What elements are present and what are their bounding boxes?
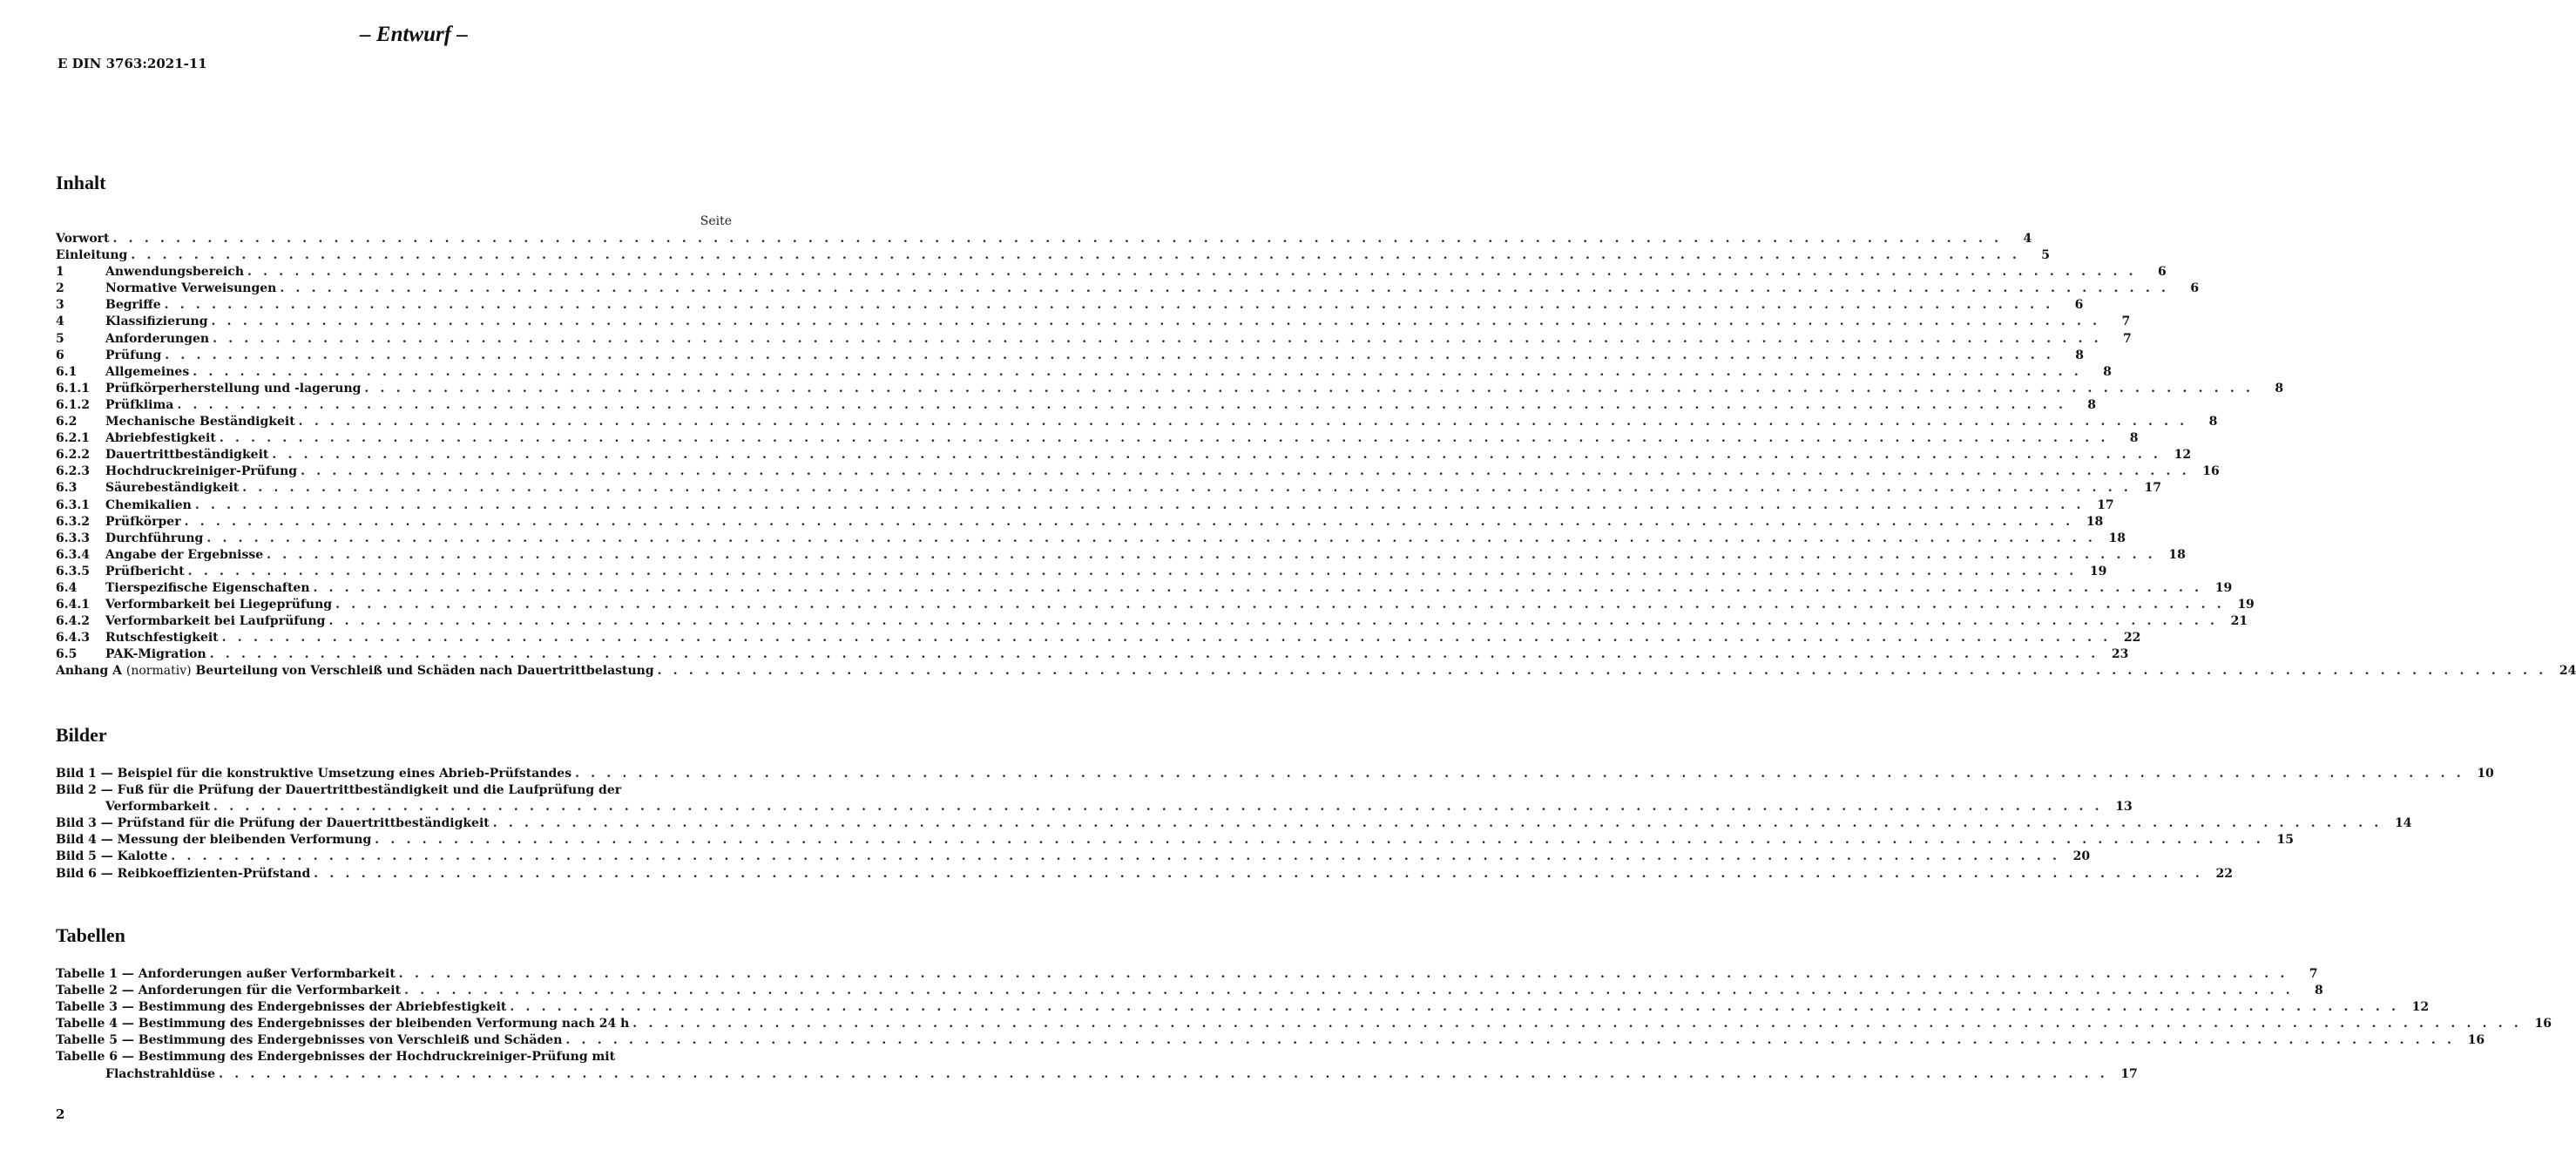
leader-dots: . . . . . . . . . . . . . . . . . . . . . . . . . . . . . . . . . . . . . . . . . . . . . . . . . . . . . . . . . . . . . . . . . . . . . . . . . . . . . . . . . . . . . . . . . . . . . . . . . . . . . . . . . . . . . . . . . . . . . . . . <box>194 497 2085 512</box>
entry-number: 6.3.1 <box>56 497 90 512</box>
entry-title: Durchführung <box>105 531 204 545</box>
entry-title: Tierspezifische Eigenschaften <box>105 580 310 595</box>
entry-title: Tabelle 4 — Bestimmung des Endergebnisses der bleibenden Verformung nach 24 h <box>56 1017 630 1031</box>
leader-dots: . . . . . . . . . . . . . . . . . . . . . . . . . . . . . . . . . . . . . . . . . . . . . . . . . . . . . . . . . . . . . . . . . . . . . . . . . . . . . . . . . . . . . . . . . . . . . . . . . . . . . . . . . . . . . . . . . . . . . . . . <box>177 397 2067 412</box>
leader-dots: . . . . . . . . . . . . . . . . . . . . . . . . . . . . . . . . . . . . . . . . . . . . . . . . . . . . . . . . . . . . . . . . . . . . . . . . . . . . . . . . . . . . . . . . . . . . . . . . . . . . . . . . . . . . . . . . . . . . . . . . <box>575 767 2464 781</box>
entry-page: 16 <box>2534 1017 2552 1031</box>
entry-title: Vorwort <box>56 232 110 246</box>
entry-title: Rutschfestigkeit <box>105 631 219 646</box>
entry-title: Hochdruckreiniger-Prüfung <box>105 464 298 479</box>
entry-number: 4 <box>56 314 64 329</box>
entry-page: 23 <box>2111 647 2129 662</box>
entry-title: Bild 4 — Messung der bleibenden Verformung <box>56 833 372 848</box>
toc-entry[interactable] <box>56 547 2186 564</box>
entry-page: 19 <box>2089 564 2107 578</box>
entry-page: 15 <box>2276 833 2294 848</box>
toc-entry[interactable] <box>56 815 2412 832</box>
entry-number: 6.1.2 <box>56 397 90 412</box>
entry-page: 19 <box>2237 598 2255 612</box>
entry-title: Begriffe <box>105 298 161 313</box>
leader-dots: . . . . . . . . . . . . . . . . . . . . . . . . . . . . . . . . . . . . . . . . . . . . . . . . . . . . . . . . . . . . . . . . . . . . . . . . . . . . . . . . . . . . . . . . . . . . . . . . . . . . . . . . . . . . . . . . . . . . . . . . <box>335 598 2225 612</box>
page-number: 2 <box>56 1106 65 1122</box>
leader-dots: . . . . . . . . . . . . . . . . . . . . . . . . . . . . . . . . . . . . . . . . . . . . . . . . . . . . . . . . . . . . . . . . . . . . . . . . . . . . . . . . . . . . . . . . . . . . . . . . . . . . . . . . . . . . . . . . . . . . . . . . <box>398 967 2289 981</box>
toc-entry[interactable] <box>56 1016 2552 1032</box>
toc-entry[interactable] <box>56 447 2192 463</box>
entry-title: Chemikalien <box>105 497 192 512</box>
entry-title: Tabelle 6 — Bestimmung des Endergebnisses der Hochdruckreiniger-Prüfung mit <box>56 1050 616 1065</box>
leader-dots: . . . . . . . . . . . . . . . . . . . . . . . . . . . . . . . . . . . . . . . . . . . . . . . . . . . . . . . . . . . . . . . . . . . . . . . . . . . . . . . . . . . . . . . . . . . . . . . . . . . . . . . . . . . . . . . . . . . . . . . . <box>209 647 2099 662</box>
leader-dots: . . . . . . . . . . . . . . . . . . . . . . . . . . . . . . . . . . . . . . . . . . . . . . . . . . . . . . . . . . . . . . . . . . . . . . . . . . . . . . . . . . . . . . . . . . . . . . . . . . . . . . . . . . . . . . . . . . . . . . . . <box>272 448 2162 463</box>
document-id: E DIN 3763:2021-11 <box>57 56 207 71</box>
entry-number: 1 <box>56 265 64 280</box>
toc-entry[interactable] <box>56 866 2233 883</box>
entry-number: 6.3.2 <box>56 514 90 529</box>
toc-entry[interactable] <box>56 597 2255 613</box>
entry-page: 6 <box>2190 281 2200 296</box>
entry-number: 6.2.1 <box>56 431 90 446</box>
entry-title: Prüfkörper <box>105 514 181 529</box>
leader-dots: . . . . . . . . . . . . . . . . . . . . . . . . . . . . . . . . . . . . . . . . . . . . . . . . . . . . . . . . . . . . . . . . . . . . . . . . . . . . . . . . . . . . . . . . . . . . . . . . . . . . . . . . . . . . . . . . . . . . . . . . <box>313 580 2203 595</box>
entry-number: 5 <box>56 331 64 346</box>
entry-number: 6.4.2 <box>56 614 90 629</box>
entry-page: 8 <box>2129 431 2139 446</box>
annex-qualifier: (normativ) <box>125 664 192 679</box>
entry-number: 3 <box>56 298 64 313</box>
toc-entry[interactable] <box>56 281 2200 297</box>
tables-heading: Tabellen <box>56 924 125 946</box>
leader-dots: . . . . . . . . . . . . . . . . . . . . . . . . . . . . . . . . . . . . . . . . . . . . . . . . . . . . . . . . . . . . . . . . . . . . . . . . . . . . . . . . . . . . . . . . . . . . . . . . . . . . . . . . . . . . . . . . . . . . . . . . <box>187 564 2078 578</box>
entry-title: Verformbarkeit bei Liegeprüfung <box>105 598 333 612</box>
toc-entry[interactable] <box>56 480 2161 497</box>
leader-dots: . . . . . . . . . . . . . . . . . . . . . . . . . . . . . . . . . . . . . . . . . . . . . . . . . . . . . . . . . . . . . . . . . . . . . . . . . . . . . . . . . . . . . . . . . . . . . . . . . . . . . . . . . . . . . . . . . . . . . . . . <box>213 331 2102 346</box>
leader-dots: . . . . . . . . . . . . . . . . . . . . . . . . . . . . . . . . . . . . . . . . . . . . . . . . . . . . . . . . . . . . . . . . . . . . . . . . . . . . . . . . . . . . . . . . . . . . . . . . . . . . . . . . . . . . . . . . . . . . . . . . <box>301 464 2190 479</box>
entry-title: Prüfklima <box>105 397 174 412</box>
toc-entry[interactable] <box>56 497 2114 514</box>
entry-title: Klassifizierung <box>105 314 208 329</box>
toc-entry[interactable] <box>56 766 2494 782</box>
toc-entry[interactable] <box>56 430 2139 447</box>
toc-entry[interactable] <box>56 463 2220 480</box>
toc-entry[interactable] <box>56 646 2129 663</box>
entry-page: 7 <box>2123 331 2132 346</box>
toc-entry[interactable] <box>56 231 2032 247</box>
toc-entry[interactable] <box>56 630 2141 646</box>
toc-entry[interactable] <box>56 264 2167 281</box>
toc-entry[interactable] <box>56 381 2284 397</box>
entry-page: 13 <box>2115 800 2133 815</box>
entry-title: PAK-Migration <box>105 647 206 662</box>
entry-page: 17 <box>2120 1066 2138 1081</box>
toc-entry[interactable] <box>56 247 2051 264</box>
entry-page: 12 <box>2411 1000 2430 1015</box>
toc-entry[interactable] <box>56 999 2430 1016</box>
entry-number: 6.3.5 <box>56 564 90 578</box>
annex-title: Beurteilung von Verschleiß und Schäden nach Dauertrittbelastung <box>195 664 654 679</box>
toc-entry-continuation[interactable] <box>56 799 2133 815</box>
entry-page: 5 <box>2041 248 2051 263</box>
leader-dots: . . . . . . . . . . . . . . . . . . . . . . . . . . . . . . . . . . . . . . . . . . . . . . . . . . . . . . . . . . . . . . . . . . . . . . . . . . . . . . . . . . . . . . . . . . . . . . . . . . . . . . . . . . . . . . . . . . . . . . . . <box>242 481 2132 496</box>
entry-page: 18 <box>2108 531 2126 545</box>
entry-title: Bild 2 — Fuß für die Prüfung der Dauertrittbeständigkeit und die Laufprüfung der <box>56 783 622 798</box>
entry-number: 6.2 <box>56 415 78 429</box>
toc-entry[interactable] <box>56 314 2131 330</box>
entry-page: 19 <box>2214 580 2233 595</box>
toc-entry-continuation[interactable] <box>56 1066 2138 1083</box>
entry-page: 6 <box>2157 265 2167 280</box>
entry-number: 6.2.3 <box>56 464 90 479</box>
leader-dots: . . . . . . . . . . . . . . . . . . . . . . . . . . . . . . . . . . . . . . . . . . . . . . . . . . . . . . . . . . . . . . . . . . . . . . . . . . . . . . . . . . . . . . . . . . . . . . . . . . . . . . . . . . . . . . . . . . . . . . . . <box>375 833 2264 848</box>
entry-title: Tabelle 1 — Anforderungen außer Verformbarkeit <box>56 967 396 981</box>
toc-entry[interactable] <box>56 613 2248 630</box>
entry-page: 12 <box>2174 448 2192 463</box>
entry-page: 8 <box>2075 348 2084 362</box>
leader-dots: . . . . . . . . . . . . . . . . . . . . . . . . . . . . . . . . . . . . . . . . . . . . . . . . . . . . . . . . . . . . . . . . . . . . . . . . . . . . . . . . . . . . . . . . . . . . . . . . . . . . . . . . . . . . . . . . . . . . . . . . <box>247 265 2137 280</box>
entry-title: Verformbarkeit bei Laufprüfung <box>105 614 326 629</box>
entry-number: 6.1 <box>56 364 78 379</box>
entry-page: 18 <box>2086 514 2104 529</box>
entry-page: 22 <box>2123 631 2141 646</box>
entry-title: Prüfkörperherstellung und -lagerung <box>105 381 362 396</box>
draft-watermark: – Entwurf – <box>360 23 468 46</box>
entry-title: Tabelle 5 — Bestimmung des Endergebnisses von Verschleiß und Schäden <box>56 1033 563 1048</box>
entry-number: 2 <box>56 281 64 296</box>
entry-title: Bild 6 — Reibkoeffizienten-Prüfstand <box>56 866 311 881</box>
entry-page: 22 <box>2215 866 2233 881</box>
entry-number: 6.4 <box>56 580 78 595</box>
entry-page: 8 <box>2315 984 2323 998</box>
entry-page: 14 <box>2394 816 2412 831</box>
entry-title <box>56 663 654 680</box>
leader-dots: . . . . . . . . . . . . . . . . . . . . . . . . . . . . . . . . . . . . . . . . . . . . . . . . . . . . . . . . . . . . . . . . . . . . . . . . . . . . . . . . . . . . . . . . . . . . . . . . . . . . . . . . . . . . . . . . . . . . . . . . <box>364 381 2255 396</box>
entry-number: 6.3.3 <box>56 531 90 545</box>
entry-title: Einleitung <box>56 248 128 263</box>
toc-entry[interactable] <box>56 414 2218 430</box>
leader-dots: . . . . . . . . . . . . . . . . . . . . . . . . . . . . . . . . . . . . . . . . . . . . . . . . . . . . . . . . . . . . . . . . . . . . . . . . . . . . . . . . . . . . . . . . . . . . . . . . . . . . . . . . . . . . . . . . . . . . . . . . <box>171 849 2061 864</box>
entry-page: 24 <box>2559 664 2576 679</box>
leader-dots: . . . . . . . . . . . . . . . . . . . . . . . . . . . . . . . . . . . . . . . . . . . . . . . . . . . . . . . . . . . . . . . . . . . . . . . . . . . . . . . . . . . . . . . . . . . . . . . . . . . . . . . . . . . . . . . . . . . . . . . . <box>219 431 2109 446</box>
entry-title-continuation: Verformbarkeit <box>105 800 211 815</box>
entry-number: 6.1.1 <box>56 381 90 396</box>
entry-page: 16 <box>2467 1033 2485 1048</box>
entry-page: 6 <box>2074 298 2084 313</box>
entry-title: Prüfung <box>105 348 162 362</box>
entry-title: Prüfbericht <box>105 564 185 578</box>
toc-entry[interactable] <box>56 983 2323 999</box>
toc-entry-annex[interactable] <box>56 663 2576 680</box>
leader-dots: . . . . . . . . . . . . . . . . . . . . . . . . . . . . . . . . . . . . . . . . . . . . . . . . . . . . . . . . . . . . . . . . . . . . . . . . . . . . . . . . . . . . . . . . . . . . . . . . . . . . . . . . . . . . . . . . . . . . . . . . <box>565 1033 2456 1048</box>
leader-dots: . . . . . . . . . . . . . . . . . . . . . . . . . . . . . . . . . . . . . . . . . . . . . . . . . . . . . . . . . . . . . . . . . . . . . . . . . . . . . . . . . . . . . . . . . . . . . . . . . . . . . . . . . . . . . . . . . . . . . . . . <box>211 314 2101 329</box>
entry-page: 21 <box>2230 614 2248 629</box>
toc-entry[interactable] <box>56 1032 2485 1049</box>
contents-heading: Inhalt <box>56 172 106 193</box>
entry-number: 6.4.3 <box>56 631 90 646</box>
entry-page: 8 <box>2103 364 2112 379</box>
toc-entry[interactable] <box>56 782 732 799</box>
toc-entry[interactable] <box>56 531 2126 547</box>
leader-dots: . . . . . . . . . . . . . . . . . . . . . . . . . . . . . . . . . . . . . . . . . . . . . . . . . . . . . . . . . . . . . . . . . . . . . . . . . . . . . . . . . . . . . . . . . . . . . . . . . . . . . . . . . . . . . . . . . . . . . . . . <box>404 984 2294 998</box>
entry-title: Bild 5 — Kalotte <box>56 849 168 864</box>
leader-dots: . . . . . . . . . . . . . . . . . . . . . . . . . . . . . . . . . . . . . . . . . . . . . . . . . . . . . . . . . . . . . . . . . . . . . . . . . . . . . . . . . . . . . . . . . . . . . . . . . . . . . . . . . . . . . . . . . . . . . . . . <box>206 531 2097 545</box>
entry-title: Abriebfestigkeit <box>105 431 216 446</box>
entry-page: 18 <box>2168 547 2186 562</box>
entry-page: 20 <box>2072 849 2091 864</box>
table-of-contents <box>56 231 2576 680</box>
entry-title: Normative Verweisungen <box>105 281 277 296</box>
entry-page: 7 <box>2309 967 2318 981</box>
toc-entry[interactable] <box>56 966 2318 983</box>
entry-page: 17 <box>2144 481 2161 496</box>
list-of-tables <box>56 966 2552 1083</box>
entry-title: Mechanische Beständigkeit <box>105 415 295 429</box>
entry-number: 6 <box>56 348 64 362</box>
page-column-label: Seite <box>700 214 732 228</box>
leader-dots: . . . . . . . . . . . . . . . . . . . . . . . . . . . . . . . . . . . . . . . . . . . . . . . . . . . . . . . . . . . . . . . . . . . . . . . . . . . . . . . . . . . . . . . . . . . . . . . . . . . . . . . . . . . . . . . . . . . . . . . . <box>492 816 2383 831</box>
entry-title: Bild 1 — Beispiel für die konstruktive Umsetzung eines Abrieb-Prüfstandes <box>56 767 572 781</box>
entry-page: 8 <box>2208 415 2218 429</box>
leader-dots: . . . . . . . . . . . . . . . . . . . . . . . . . . . . . . . . . . . . . . . . . . . . . . . . . . . . . . . . . . . . . . . . . . . . . . . . . . . . . . . . . . . . . . . . . . . . . . . . . . . . . . . . . . . . . . . . . . . . . . . . <box>267 547 2156 562</box>
entry-page: 8 <box>2087 397 2097 412</box>
entry-number: 6.5 <box>56 647 78 662</box>
leader-dots: . . . . . . . . . . . . . . . . . . . . . . . . . . . . . . . . . . . . . . . . . . . . . . . . . . . . . . . . . . . . . . . . . . . . . . . . . . . . . . . . . . . . . . . . . . . . . . . . . . . . . . . . . . . . . . . . . . . . . . . . <box>298 415 2188 429</box>
toc-entry[interactable] <box>56 397 2097 414</box>
figures-heading: Bilder <box>56 724 107 746</box>
toc-entry[interactable] <box>56 514 2104 531</box>
leader-dots: . . . . . . . . . . . . . . . . . . . . . . . . . . . . . . . . . . . . . . . . . . . . . . . . . . . . . . . . . . . . . . . . . . . . . . . . . . . . . . . . . . . . . . . . . . . . . . . . . . . . . . . . . . . . . . . . . . . . . . . . <box>632 1017 2522 1031</box>
toc-entry[interactable] <box>56 832 2294 849</box>
entry-title: Allgemeines <box>105 364 190 379</box>
entry-page: 4 <box>2023 232 2032 246</box>
leader-dots: . . . . . . . . . . . . . . . . . . . . . . . . . . . . . . . . . . . . . . . . . . . . . . . . . . . . . . . . . . . . . . . . . . . . . . . . . . . . . . . . . . . . . . . . . . . . . . . . . . . . . . . . . . . . . . . . . . . . . . . . <box>184 514 2074 529</box>
leader-dots: . . . . . . . . . . . . . . . . . . . . . . . . . . . . . . . . . . . . . . . . . . . . . . . . . . . . . . . . . . . . . . . . . . . . . . . . . . . . . . . . . . . . . . . . . . . . . . . . . . . . . . . . . . . . . . . . . . . . . . . . <box>221 631 2112 646</box>
leader-dots: . . . . . . . . . . . . . . . . . . . . . . . . . . . . . . . . . . . . . . . . . . . . . . . . . . . . . . . . . . . . . . . . . . . . . . . . . . . . . . . . . . . . . . . . . . . . . . . . . . . . . . . . . . . . . . . . . . . . . . . . <box>280 281 2170 296</box>
toc-entry[interactable] <box>56 348 2084 364</box>
toc-entry[interactable] <box>56 364 2112 381</box>
leader-dots: . . . . . . . . . . . . . . . . . . . . . . . . . . . . . . . . . . . . . . . . . . . . . . . . . . . . . . . . . . . . . . . . . . . . . . . . . . . . . . . . . . . . . . . . . . . . . . . . . . . . . . . . . . . . . . . . . . . . . . . . <box>219 1066 2108 1081</box>
toc-entry[interactable] <box>56 849 2091 865</box>
annex-label: Anhang A <box>56 664 122 679</box>
list-of-figures <box>56 766 2494 883</box>
entry-title: Bild 3 — Prüfstand für die Prüfung der Dauertrittbeständigkeit <box>56 816 490 831</box>
entry-number: 6.3 <box>56 481 78 496</box>
leader-dots: . . . . . . . . . . . . . . . . . . . . . . . . . . . . . . . . . . . . . . . . . . . . . . . . . . . . . . . . . . . . . . . . . . . . . . . . . . . . . . . . . . . . . . . . . . . . . . . . . . . . . . . . . . . . . . . . . . . . . . . . <box>131 248 2021 263</box>
toc-entry[interactable] <box>56 1049 732 1065</box>
entry-title: Angabe der Ergebnisse <box>105 547 264 562</box>
toc-entry[interactable] <box>56 331 2132 348</box>
entry-page: 8 <box>2275 381 2284 396</box>
entry-title: Dauertrittbeständigkeit <box>105 448 269 463</box>
leader-dots: . . . . . . . . . . . . . . . . . . . . . . . . . . . . . . . . . . . . . . . . . . . . . . . . . . . . . . . . . . . . . . . . . . . . . . . . . . . . . . . . . . . . . . . . . . . . . . . . . . . . . . . . . . . . . . . . . . . . . . . . <box>165 348 2054 362</box>
entry-page: 7 <box>2121 314 2131 329</box>
leader-dots: . . . . . . . . . . . . . . . . . . . . . . . . . . . . . . . . . . . . . . . . . . . . . . . . . . . . . . . . . . . . . . . . . . . . . . . . . . . . . . . . . . . . . . . . . . . . . . . . . . . . . . . . . . . . . . . . . . . . . . . . <box>164 298 2054 313</box>
leader-dots: . . . . . . . . . . . . . . . . . . . . . . . . . . . . . . . . . . . . . . . . . . . . . . . . . . . . . . . . . . . . . . . . . . . . . . . . . . . . . . . . . . . . . . . . . . . . . . . . . . . . . . . . . . . . . . . . . . . . . . . . <box>657 664 2547 679</box>
leader-dots: . . . . . . . . . . . . . . . . . . . . . . . . . . . . . . . . . . . . . . . . . . . . . . . . . . . . . . . . . . . . . . . . . . . . . . . . . . . . . . . . . . . . . . . . . . . . . . . . . . . . . . . . . . . . . . . . . . . . . . . . <box>112 232 2003 246</box>
leader-dots: . . . . . . . . . . . . . . . . . . . . . . . . . . . . . . . . . . . . . . . . . . . . . . . . . . . . . . . . . . . . . . . . . . . . . . . . . . . . . . . . . . . . . . . . . . . . . . . . . . . . . . . . . . . . . . . . . . . . . . . . <box>193 364 2082 379</box>
entry-number: 6.3.4 <box>56 547 90 562</box>
toc-entry[interactable] <box>56 297 2084 314</box>
entry-number: 6.2.2 <box>56 448 90 463</box>
toc-entry[interactable] <box>56 564 2107 580</box>
leader-dots: . . . . . . . . . . . . . . . . . . . . . . . . . . . . . . . . . . . . . . . . . . . . . . . . . . . . . . . . . . . . . . . . . . . . . . . . . . . . . . . . . . . . . . . . . . . . . . . . . . . . . . . . . . . . . . . . . . . . . . . . <box>328 614 2219 629</box>
entry-page: 16 <box>2202 464 2220 479</box>
entry-title: Anwendungsbereich <box>105 265 244 280</box>
entry-title: Tabelle 3 — Bestimmung des Endergebnisses der Abriebfestigkeit <box>56 1000 507 1015</box>
entry-title: Tabelle 2 — Anforderungen für die Verformbarkeit <box>56 984 402 998</box>
entry-page: 10 <box>2477 767 2494 781</box>
entry-title-continuation: Flachstrahldüse <box>105 1066 216 1081</box>
entry-number: 6.4.1 <box>56 598 90 612</box>
toc-entry[interactable] <box>56 580 2233 597</box>
entry-title: Anforderungen <box>105 331 210 346</box>
leader-dots: . . . . . . . . . . . . . . . . . . . . . . . . . . . . . . . . . . . . . . . . . . . . . . . . . . . . . . . . . . . . . . . . . . . . . . . . . . . . . . . . . . . . . . . . . . . . . . . . . . . . . . . . . . . . . . . . . . . . . . . . <box>510 1000 2400 1015</box>
leader-dots: . . . . . . . . . . . . . . . . . . . . . . . . . . . . . . . . . . . . . . . . . . . . . . . . . . . . . . . . . . . . . . . . . . . . . . . . . . . . . . . . . . . . . . . . . . . . . . . . . . . . . . . . . . . . . . . . . . . . . . . . <box>314 866 2203 881</box>
entry-page: 17 <box>2097 497 2114 512</box>
leader-dots: . . . . . . . . . . . . . . . . . . . . . . . . . . . . . . . . . . . . . . . . . . . . . . . . . . . . . . . . . . . . . . . . . . . . . . . . . . . . . . . . . . . . . . . . . . . . . . . . . . . . . . . . . . . . . . . . . . . . . . . . <box>213 800 2103 815</box>
entry-title: Säurebeständigkeit <box>105 481 240 496</box>
